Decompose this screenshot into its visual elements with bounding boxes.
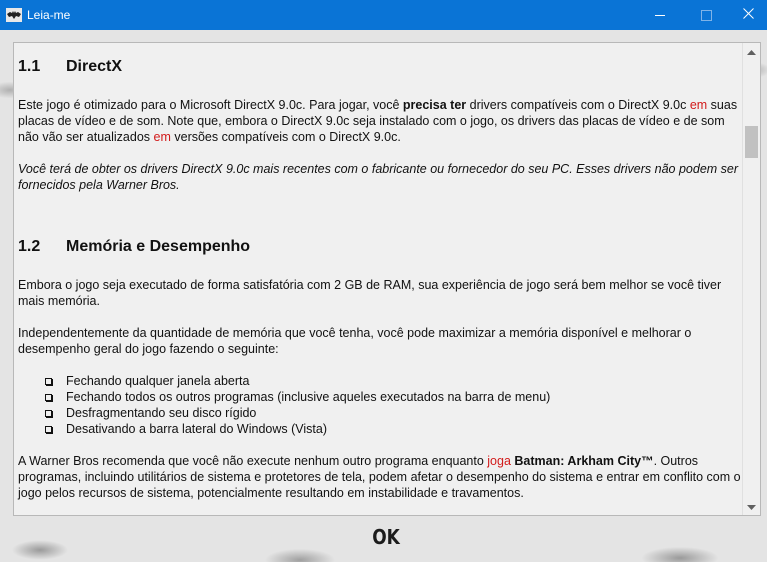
section-heading-directx [18,57,742,77]
readme-text-area[interactable] [13,42,761,516]
scrollbar-thumb[interactable] [745,126,758,158]
maximize-button[interactable] [683,0,729,30]
vertical-scrollbar[interactable] [742,43,760,515]
scroll-up-button[interactable] [743,43,760,60]
title-bar[interactable] [0,0,767,30]
highlight-text: em [689,98,708,112]
checkbox-bullet-icon [45,394,52,401]
section-title: Memória e Desempenho [66,238,251,255]
scroll-down-button[interactable] [743,498,760,515]
scroll-down-arrow-icon [747,502,756,512]
tips-list [18,373,742,437]
section-number: 1.2 [18,238,41,255]
bold-text: Batman: Arkham City™ [514,454,654,468]
maximize-icon [701,10,712,21]
text-span: A Warner Bros recomenda que você não execute nenhum outro programa enquanto [18,454,488,468]
section-number: 1.1 [18,58,41,75]
readme-document [18,57,742,501]
highlight-text: em [153,130,171,144]
highlight-text: joga [487,454,511,468]
text-span: suas placas de vídeo e de som. Note que, embora o DirectX 9.0c seja instalado com o jogo, os drivers das placas de vídeo e de som não vão ser atualizados [18,98,738,144]
text-span: versões compatíveis com o DirectX 9.0c. [170,130,401,144]
close-icon [743,6,754,24]
section-title: DirectX [66,58,123,75]
memory-paragraph-1: Embora o jogo seja executado de forma satisfatória com 2 GB de RAM, sua experiência de jogo será bem melhor se você tiver mais memória. [18,278,722,308]
checkbox-bullet-icon [45,378,52,385]
list-item-text: Desfragmentando seu disco rígido [66,406,257,420]
memory-paragraph-2: Independentemente da quantidade de memória que você tenha, você pode maximizar a memória disponível e melhorar o desempenho geral do jogo fazendo o seguinte: [18,326,692,356]
list-item-text: Desativando a barra lateral do Windows (Vista) [66,422,328,436]
close-button[interactable] [729,0,767,30]
list-item [18,421,742,437]
directx-paragraph-1 [18,97,742,145]
checkbox-bullet-icon [45,426,52,433]
section-heading-memory [18,237,742,257]
minimize-button[interactable] [637,0,683,30]
minimize-icon [655,15,665,16]
ok-button[interactable]: OK [372,525,400,549]
list-item-text: Fechando todos os outros programas (inclusive aqueles executados na barra de menu) [66,390,551,404]
window-title: Leia-me [27,8,71,22]
memory-paragraph-3 [18,453,742,501]
text-span: . Outros programas, incluindo utilitários de sistema e protetores de tela, podem afetar o desempenho do sistema e entrar em conflito com o jogo pelos recursos de sistema, potencialmente resultando em instabilidade e travamentos. [18,454,741,500]
scroll-up-arrow-icon [747,47,756,57]
text-span: drivers compatíveis com o DirectX 9.0c [466,98,690,112]
text-span: Este jogo é otimizado para o Microsoft DirectX 9.0c. Para jogar, você [18,98,403,112]
list-item-text: Fechando qualquer janela aberta [66,374,250,388]
directx-paragraph-2: Você terá de obter os drivers DirectX 9.0c mais recentes com o fabricante ou fornecedor do seu PC. Esses drivers não podem ser fornecidos pela Warner Bros. [18,162,739,192]
list-item [18,405,742,421]
checkbox-bullet-icon [45,410,52,417]
list-item [18,389,742,405]
batman-logo-icon [6,8,22,22]
list-item [18,373,742,389]
bold-text: precisa ter [402,98,467,112]
